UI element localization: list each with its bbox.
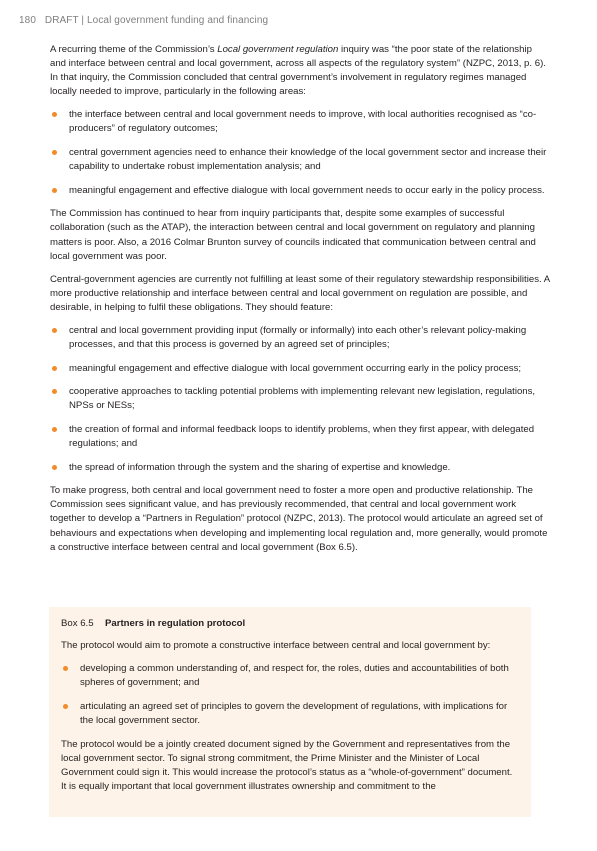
bullet-icon <box>52 150 57 155</box>
list-item-text: articulating an agreed set of principles to govern the development of regulations, with implications for the local government sector. <box>80 700 508 726</box>
list-item <box>50 461 550 475</box>
list-item-text: cooperative approaches to tackling potential problems with implementing relevant new legislation, regulations, NPSs or NESs; <box>69 386 536 412</box>
list-item-text: developing a common understanding of, and respect for, the roles, duties and accountabilities of both spheres of government; and <box>80 663 509 689</box>
paragraph-3: Central-government agencies are currently not fulfilling at least some of their regulatory stewardship responsibilities. A more productive relationship and interface between central and local government on regulation are possible, and desirable, in helping to fulfil these obligations. They should feature: <box>50 273 550 313</box>
list-item <box>50 362 550 376</box>
bullet-icon <box>52 366 57 371</box>
bullet-icon <box>63 704 68 709</box>
list-item <box>50 423 550 451</box>
list-item <box>50 184 550 198</box>
main-content <box>50 43 550 564</box>
list-item-text: the spread of information through the system and the sharing of expertise and knowledge. <box>69 461 451 473</box>
list-item <box>50 324 550 352</box>
box-list <box>61 662 519 728</box>
bullet-icon <box>52 389 57 394</box>
bullet-icon <box>52 427 57 432</box>
bullet-icon <box>52 188 57 193</box>
bullet-icon <box>63 666 68 671</box>
running-title: DRAFT | Local government funding and financing <box>44 15 269 26</box>
box-6-5 <box>49 607 531 817</box>
paragraph-4: To make progress, both central and local government need to foster a more open and productive relationship. The Commission sees significant value, and has previously recommended, that central and local government work together to develop a “Partners in Regulation” protocol (NZPC, 2013). The protocol would articulate an agreed set of behaviours and expectations when developing and implementing local regulation and, more generally, would promote a constructive interface between central and local government (Box 6.5). <box>50 485 548 553</box>
list-item-text: the creation of formal and informal feedback loops to identify problems, when they first appear, with delegated regulations; and <box>69 423 535 450</box>
list-item <box>50 108 550 136</box>
list-item <box>50 385 550 413</box>
paragraph-2: The Commission has continued to hear from inquiry participants that, despite some examples of successful collaboration (such as the ATAP), the interaction between central and local government on regulatory and planning matters is poor. Also, a 2016 Colmar Brunton survey of councils indicated that communication between central and local government was poor. <box>50 208 536 262</box>
bullet-icon <box>52 112 57 117</box>
bullet-icon <box>52 465 57 470</box>
page-header <box>19 15 268 26</box>
list-item-text: the interface between central and local government needs to improve, with local authorities recognised as “co-producers” of regulatory outcomes; <box>69 109 537 135</box>
list-item-text: meaningful engagement and effective dialogue with local government needs to occur early in the policy process. <box>69 184 545 196</box>
list-item-text: meaningful engagement and effective dialogue with local government occurring early in the policy process; <box>69 362 522 374</box>
box-intro: The protocol would aim to promote a constructive interface between central and local government by: <box>61 640 491 652</box>
page-number: 180 <box>19 15 36 26</box>
box-number: Box 6.5 <box>61 618 94 629</box>
box-heading <box>61 617 519 631</box>
features-list <box>50 324 550 475</box>
box-closing: The protocol would be a jointly created document signed by the Government and representatives from the local government sector. To signal strong commitment, the Prime Minister and the Minister of Local Government could sign it. This would increase the protocol’s status as a “whole-of-government” document. It is equally important that local government illustrates ownership and commitment to the <box>61 738 513 792</box>
list-item <box>61 700 519 728</box>
list-item <box>50 146 550 174</box>
areas-list <box>50 108 550 197</box>
intro-text-2: inquiry was “the poor state of the relationship and interface between central and local government, across all aspects of the regulatory system” (NZPC, 2013, p. 6). In that inquiry, the Commission concluded that central government’s involvement in regulatory regimes managed locally needed to improve, particularly in the following areas: <box>50 44 546 98</box>
intro-paragraph <box>50 43 550 99</box>
intro-text-1: A recurring theme of the Commission’s <box>50 44 218 55</box>
box-title: Partners in regulation protocol <box>105 618 246 629</box>
list-item-text: central and local government providing input (formally or informally) into each other’s relevant policy-making processes, and that this process is governed by an agreed set of principles; <box>69 325 527 351</box>
list-item-text: central government agencies need to enhance their knowledge of the local government sector and increase their capability to undertake robust implementation analysis; and <box>69 147 547 173</box>
bullet-icon <box>52 328 57 333</box>
inquiry-title: Local government regulation <box>217 44 339 55</box>
list-item <box>61 662 519 690</box>
